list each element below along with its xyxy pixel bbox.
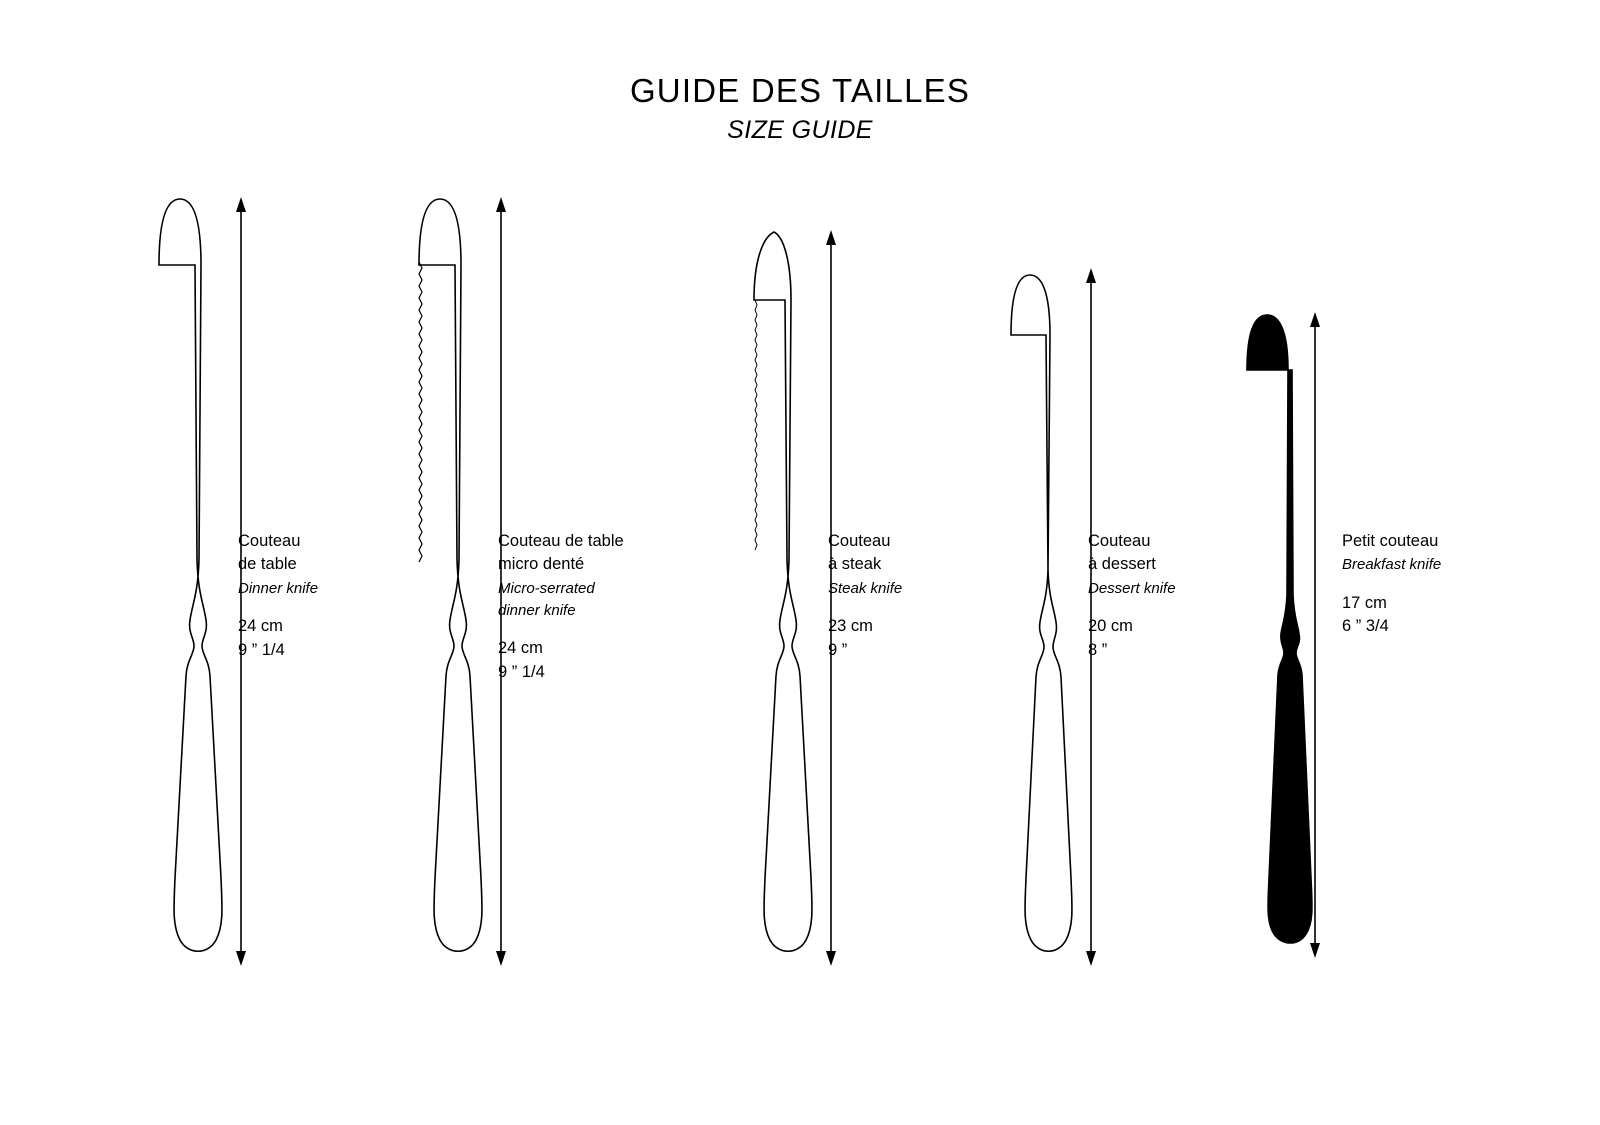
knife-group-breakfast [1215, 0, 1465, 1125]
knife-group-dessert [960, 0, 1200, 1125]
caption-name-fr-line1: Couteau de table [498, 532, 624, 550]
page-title-en: SIZE GUIDE [727, 115, 873, 144]
caption-name-fr-line2: de table [238, 555, 297, 574]
caption-size-in: 9 ” 1/4 [498, 662, 545, 681]
caption-size-in: 8 ” [1088, 640, 1108, 659]
caption-dessert-knife [1088, 530, 1176, 662]
caption-name-fr-line2: micro denté [498, 555, 585, 574]
caption-micro-serrated-knife [498, 530, 624, 684]
caption-name-fr-line2: à dessert [1088, 555, 1156, 574]
caption-name-en-line1: Dessert knife [1088, 579, 1176, 597]
caption-breakfast-knife [1342, 530, 1441, 639]
knife-group-dinner [110, 0, 350, 1125]
caption-name-en-line1: Steak knife [828, 579, 903, 597]
caption-size-cm: 24 cm [238, 617, 283, 636]
steak-knife-drawing [700, 0, 940, 1125]
caption-name-en-line1: Dinner knife [238, 579, 319, 597]
caption-dinner-knife [238, 530, 318, 662]
caption-size-in: 6 ” 3/4 [1342, 617, 1389, 636]
caption-name-en-line1: Micro-serrated [498, 579, 595, 597]
caption-size-cm: 24 cm [498, 639, 543, 658]
caption-name-en-line1: Breakfast knife [1342, 556, 1442, 574]
caption-size-cm: 23 cm [828, 617, 873, 636]
caption-size-cm: 20 cm [1088, 617, 1133, 636]
caption-steak-knife [828, 530, 902, 662]
caption-name-fr-line1: Couteau [828, 532, 891, 550]
caption-size-cm: 17 cm [1342, 593, 1387, 612]
knife-group-steak [700, 0, 940, 1125]
caption-size-in: 9 ” [828, 640, 848, 659]
caption-name-fr-line1: Petit couteau [1342, 532, 1439, 550]
page-title-fr: GUIDE DES TAILLES [629, 72, 971, 109]
caption-name-fr-line1: Couteau [1088, 532, 1151, 550]
caption-name-fr-line1: Couteau [238, 532, 301, 550]
caption-name-en-line2: dinner knife [498, 602, 576, 620]
caption-name-fr-line2: à steak [828, 555, 882, 574]
caption-size-in: 9 ” 1/4 [238, 640, 285, 659]
knife-group-micro-serrated [370, 0, 624, 1125]
